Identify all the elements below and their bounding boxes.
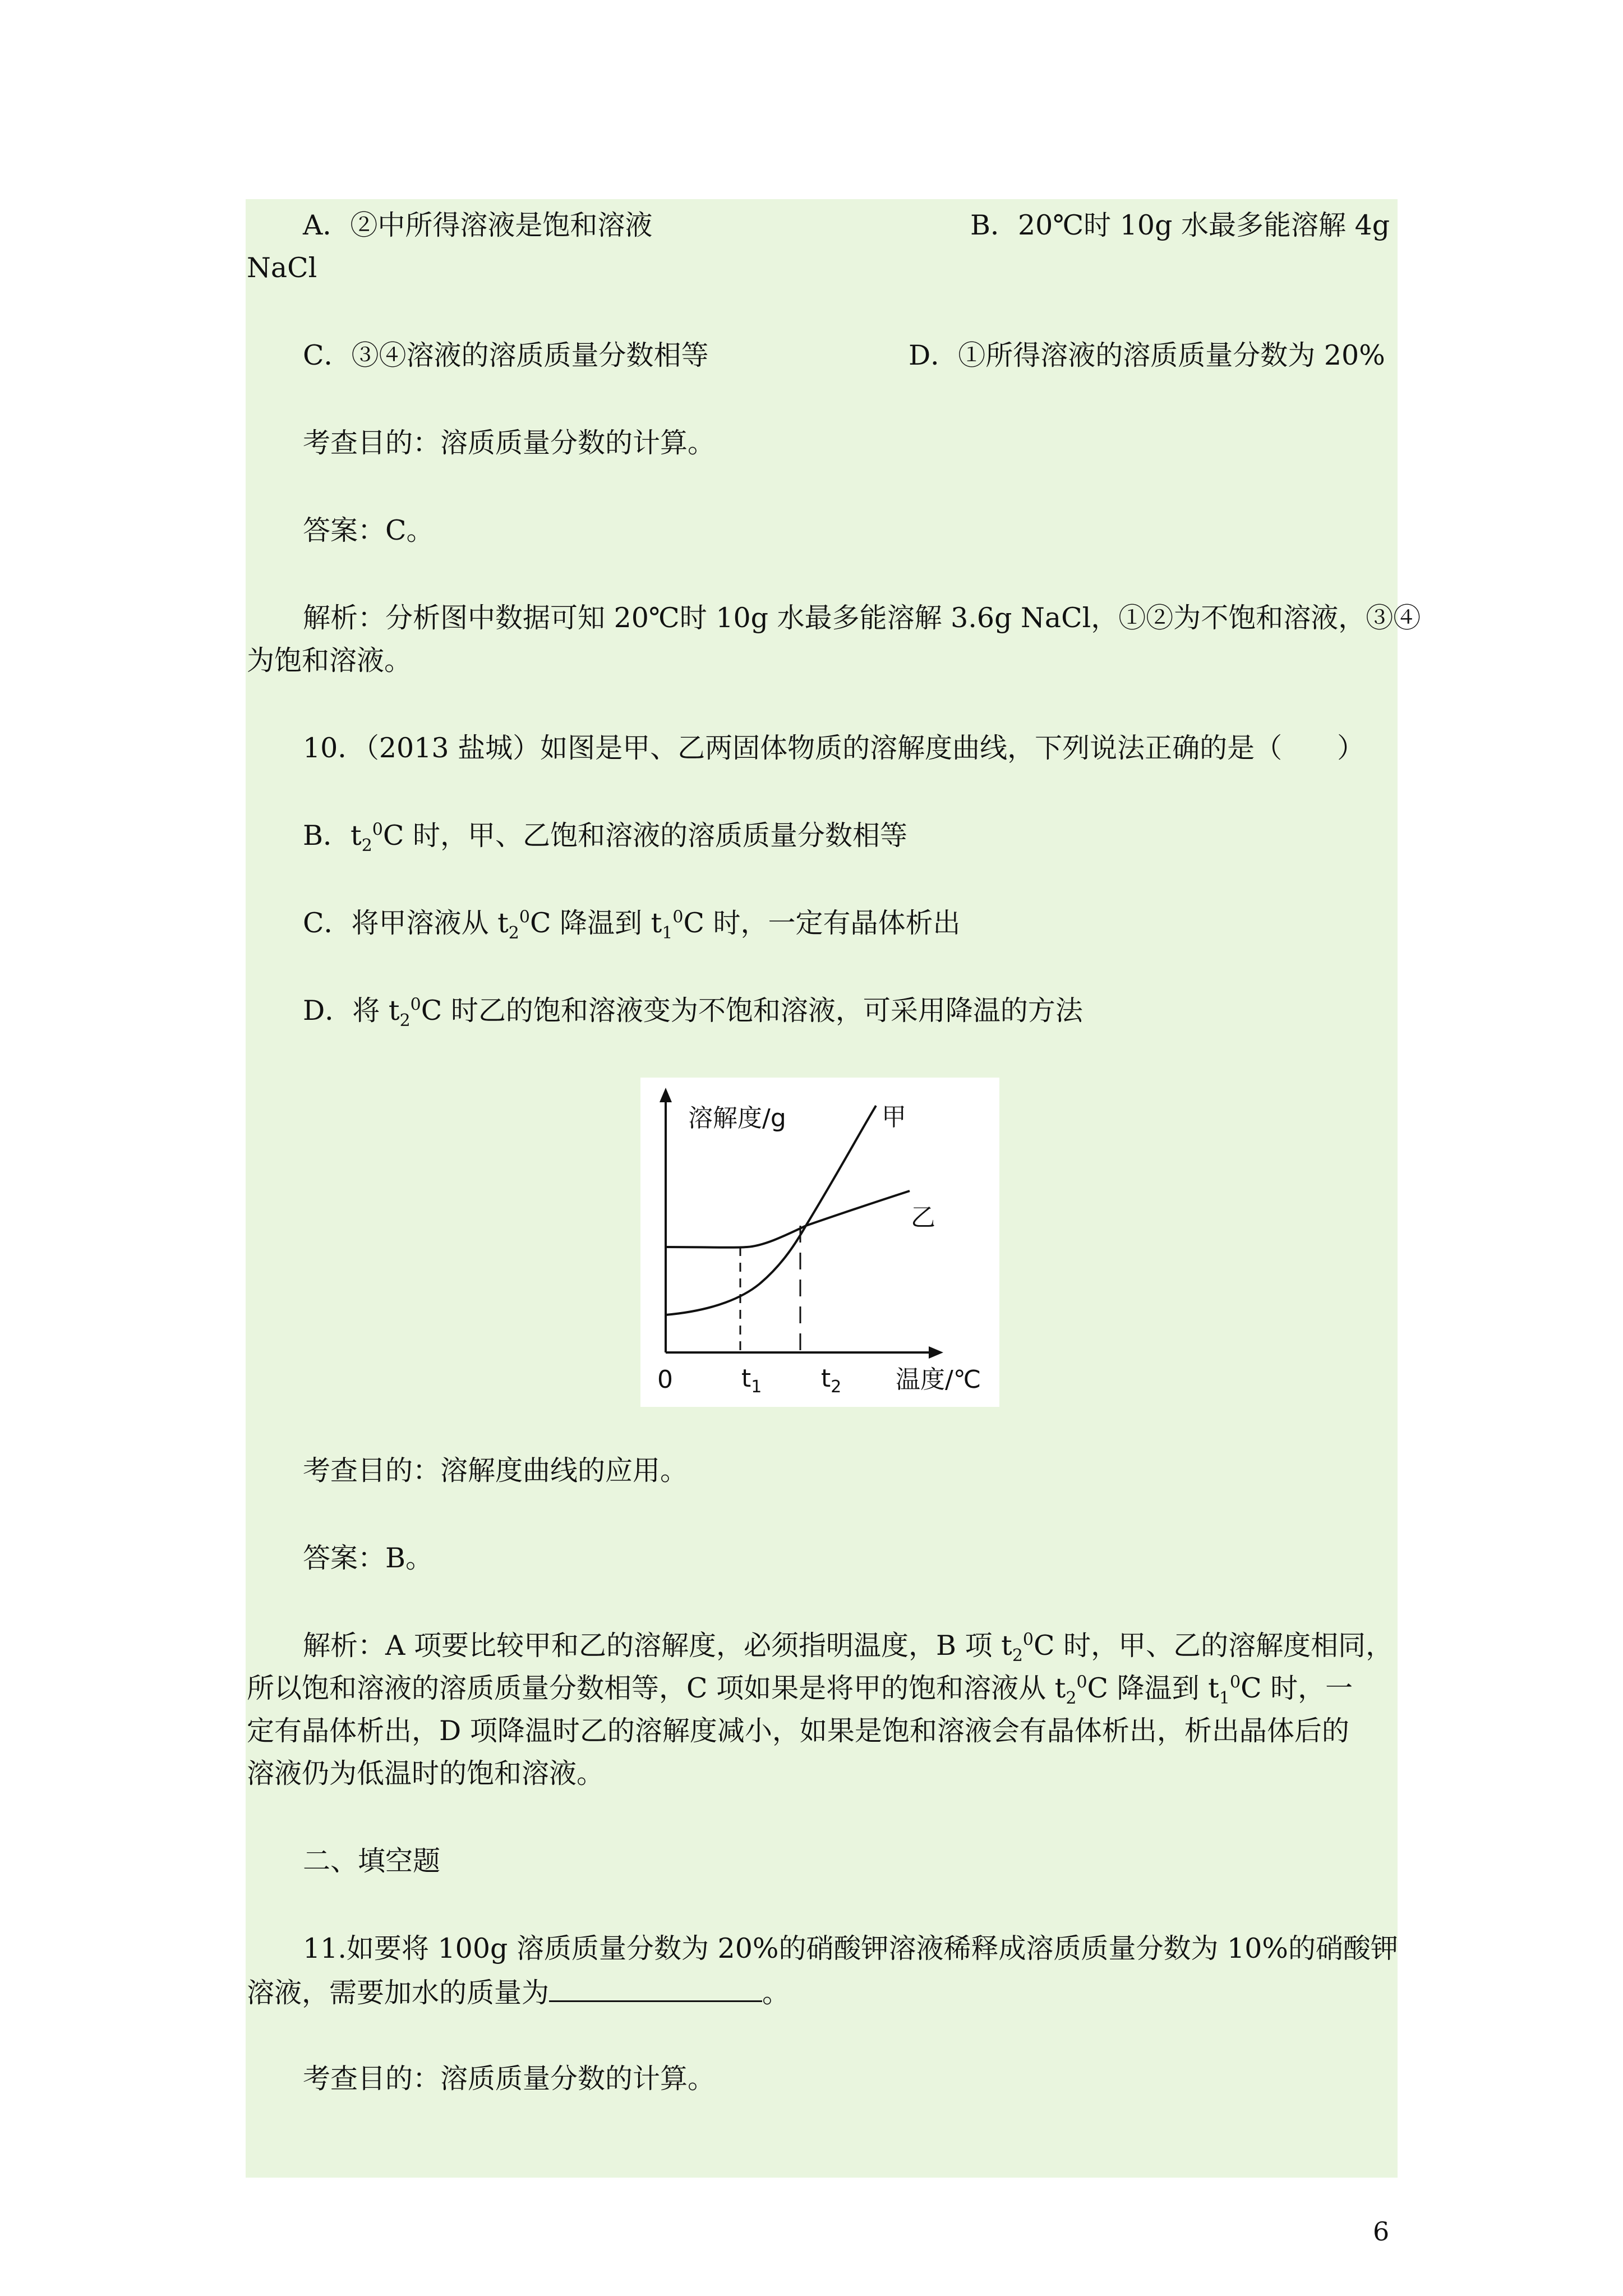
solubility-curve-figure (640, 1078, 999, 1407)
q10-option-c-pre: C．将甲溶液从 t (303, 907, 509, 939)
subscript: 2 (1012, 1645, 1023, 1665)
curve-jia (666, 1106, 876, 1315)
q11-stem-line-2 (247, 1975, 790, 2010)
page-number: 6 (1373, 2216, 1390, 2247)
superscript: 0 (1022, 1630, 1034, 1650)
q9-purpose: 考查目的：溶质质量分数的计算。 (303, 427, 716, 459)
curve-jia-label: 甲 (882, 1103, 906, 1131)
q9-option-b: B．20℃时 10g 水最多能溶解 4g (970, 209, 1390, 241)
t2-label (821, 1364, 842, 1397)
t1-label (741, 1364, 762, 1397)
subscript: 2 (1066, 1688, 1077, 1708)
q11-answer-blank[interactable] (549, 1975, 762, 2002)
t2-label-text: t (821, 1364, 831, 1393)
q10-analysis-line-3: 定有晶体析出，D 项降温时乙的溶解度减小，如果是饱和溶液会有晶体析出，析出晶体后的 (247, 1715, 1349, 1747)
superscript: 0 (519, 907, 530, 927)
q10-option-c-post: C 时，一定有晶体析出 (683, 907, 961, 939)
q10-analysis-line-2 (247, 1672, 1353, 1708)
q10-option-b-post: C 时，甲、乙饱和溶液的溶质质量分数相等 (382, 820, 907, 852)
q10-option-d-pre: D．将 t (303, 995, 400, 1027)
q10-analysis-2-pre: 所以饱和溶液的溶质质量分数相等，C 项如果是将甲的饱和溶液从 t (247, 1672, 1066, 1704)
section-heading-fill-in: 二、填空题 (303, 1845, 441, 1877)
q11-purpose: 考查目的：溶质质量分数的计算。 (303, 2063, 716, 2095)
q10-analysis-line-4: 溶液仍为低温时的饱和溶液。 (247, 1757, 605, 1789)
subscript: 1 (1219, 1688, 1230, 1708)
q10-option-b-pre: B．t (303, 820, 362, 852)
superscript: 0 (410, 995, 421, 1015)
q9-option-a: A．②中所得溶液是饱和溶液 (303, 209, 653, 241)
subscript: 2 (508, 923, 519, 943)
curve-yi-label: 乙 (911, 1203, 935, 1232)
q9-option-d: D．①所得溶液的溶质质量分数为 20% (909, 339, 1385, 371)
q10-option-c-mid: C 降温到 t (529, 907, 662, 939)
superscript: 0 (1229, 1672, 1241, 1692)
q10-answer: 答案：B。 (303, 1542, 434, 1574)
curve-yi (666, 1191, 910, 1248)
q10-stem: 10．（2013 盐城）如图是甲、乙两固体物质的溶解度曲线，下列说法正确的是（ ） (303, 732, 1365, 764)
x-axis-label: 温度/℃ (896, 1365, 981, 1394)
q10-option-c (303, 907, 961, 943)
superscript: 0 (672, 907, 684, 927)
q11-stem-2-pre: 溶液，需要加水的质量为 (247, 1977, 550, 2009)
y-axis-label: 溶解度/g (688, 1104, 786, 1133)
q9-analysis-line-1: 解析：分析图中数据可知 20℃时 10g 水最多能溶解 3.6g NaCl，①②为不饱和溶液，③④ (303, 602, 1421, 634)
q10-purpose: 考查目的：溶解度曲线的应用。 (303, 1455, 688, 1487)
subscript: 2 (831, 1377, 842, 1397)
q10-option-d (303, 994, 1083, 1028)
q11-stem-2-post: 。 (762, 1977, 790, 2009)
subscript: 1 (751, 1377, 762, 1397)
superscript: 0 (372, 820, 383, 840)
q10-analysis-1-post: C 时，甲、乙的溶解度相同， (1034, 1630, 1394, 1662)
q9-option-b-continued: NaCl (247, 252, 317, 284)
subscript: 1 (662, 923, 673, 943)
q10-option-b (303, 819, 907, 853)
q9-answer: 答案：C。 (303, 514, 434, 546)
q10-analysis-1-pre: 解析：A 项要比较甲和乙的溶解度，必须指明温度，B 项 t (303, 1630, 1012, 1662)
q10-analysis-2-mid: C 降温到 t (1087, 1672, 1219, 1704)
q11-stem-line-1: 11.如要将 100g 溶质质量分数为 20%的硝酸钾溶液稀释成溶质质量分数为 10%的硝酸钾 (303, 1932, 1398, 1964)
q9-option-c: C．③④溶液的溶质质量分数相等 (303, 339, 709, 371)
q10-option-d-post: C 时乙的饱和溶液变为不饱和溶液，可采用降温的方法 (421, 995, 1083, 1027)
y-axis-arrow (660, 1088, 672, 1102)
x-axis-arrow (929, 1346, 943, 1359)
subscript: 2 (399, 1010, 411, 1030)
t1-label-text: t (741, 1364, 751, 1393)
q10-analysis-line-1 (303, 1629, 1393, 1663)
q10-analysis-2-post: C 时，一 (1241, 1672, 1353, 1704)
q9-analysis-line-2: 为饱和溶液。 (247, 645, 412, 677)
subscript: 2 (361, 835, 372, 855)
origin-label: 0 (657, 1365, 673, 1394)
superscript: 0 (1076, 1672, 1087, 1692)
